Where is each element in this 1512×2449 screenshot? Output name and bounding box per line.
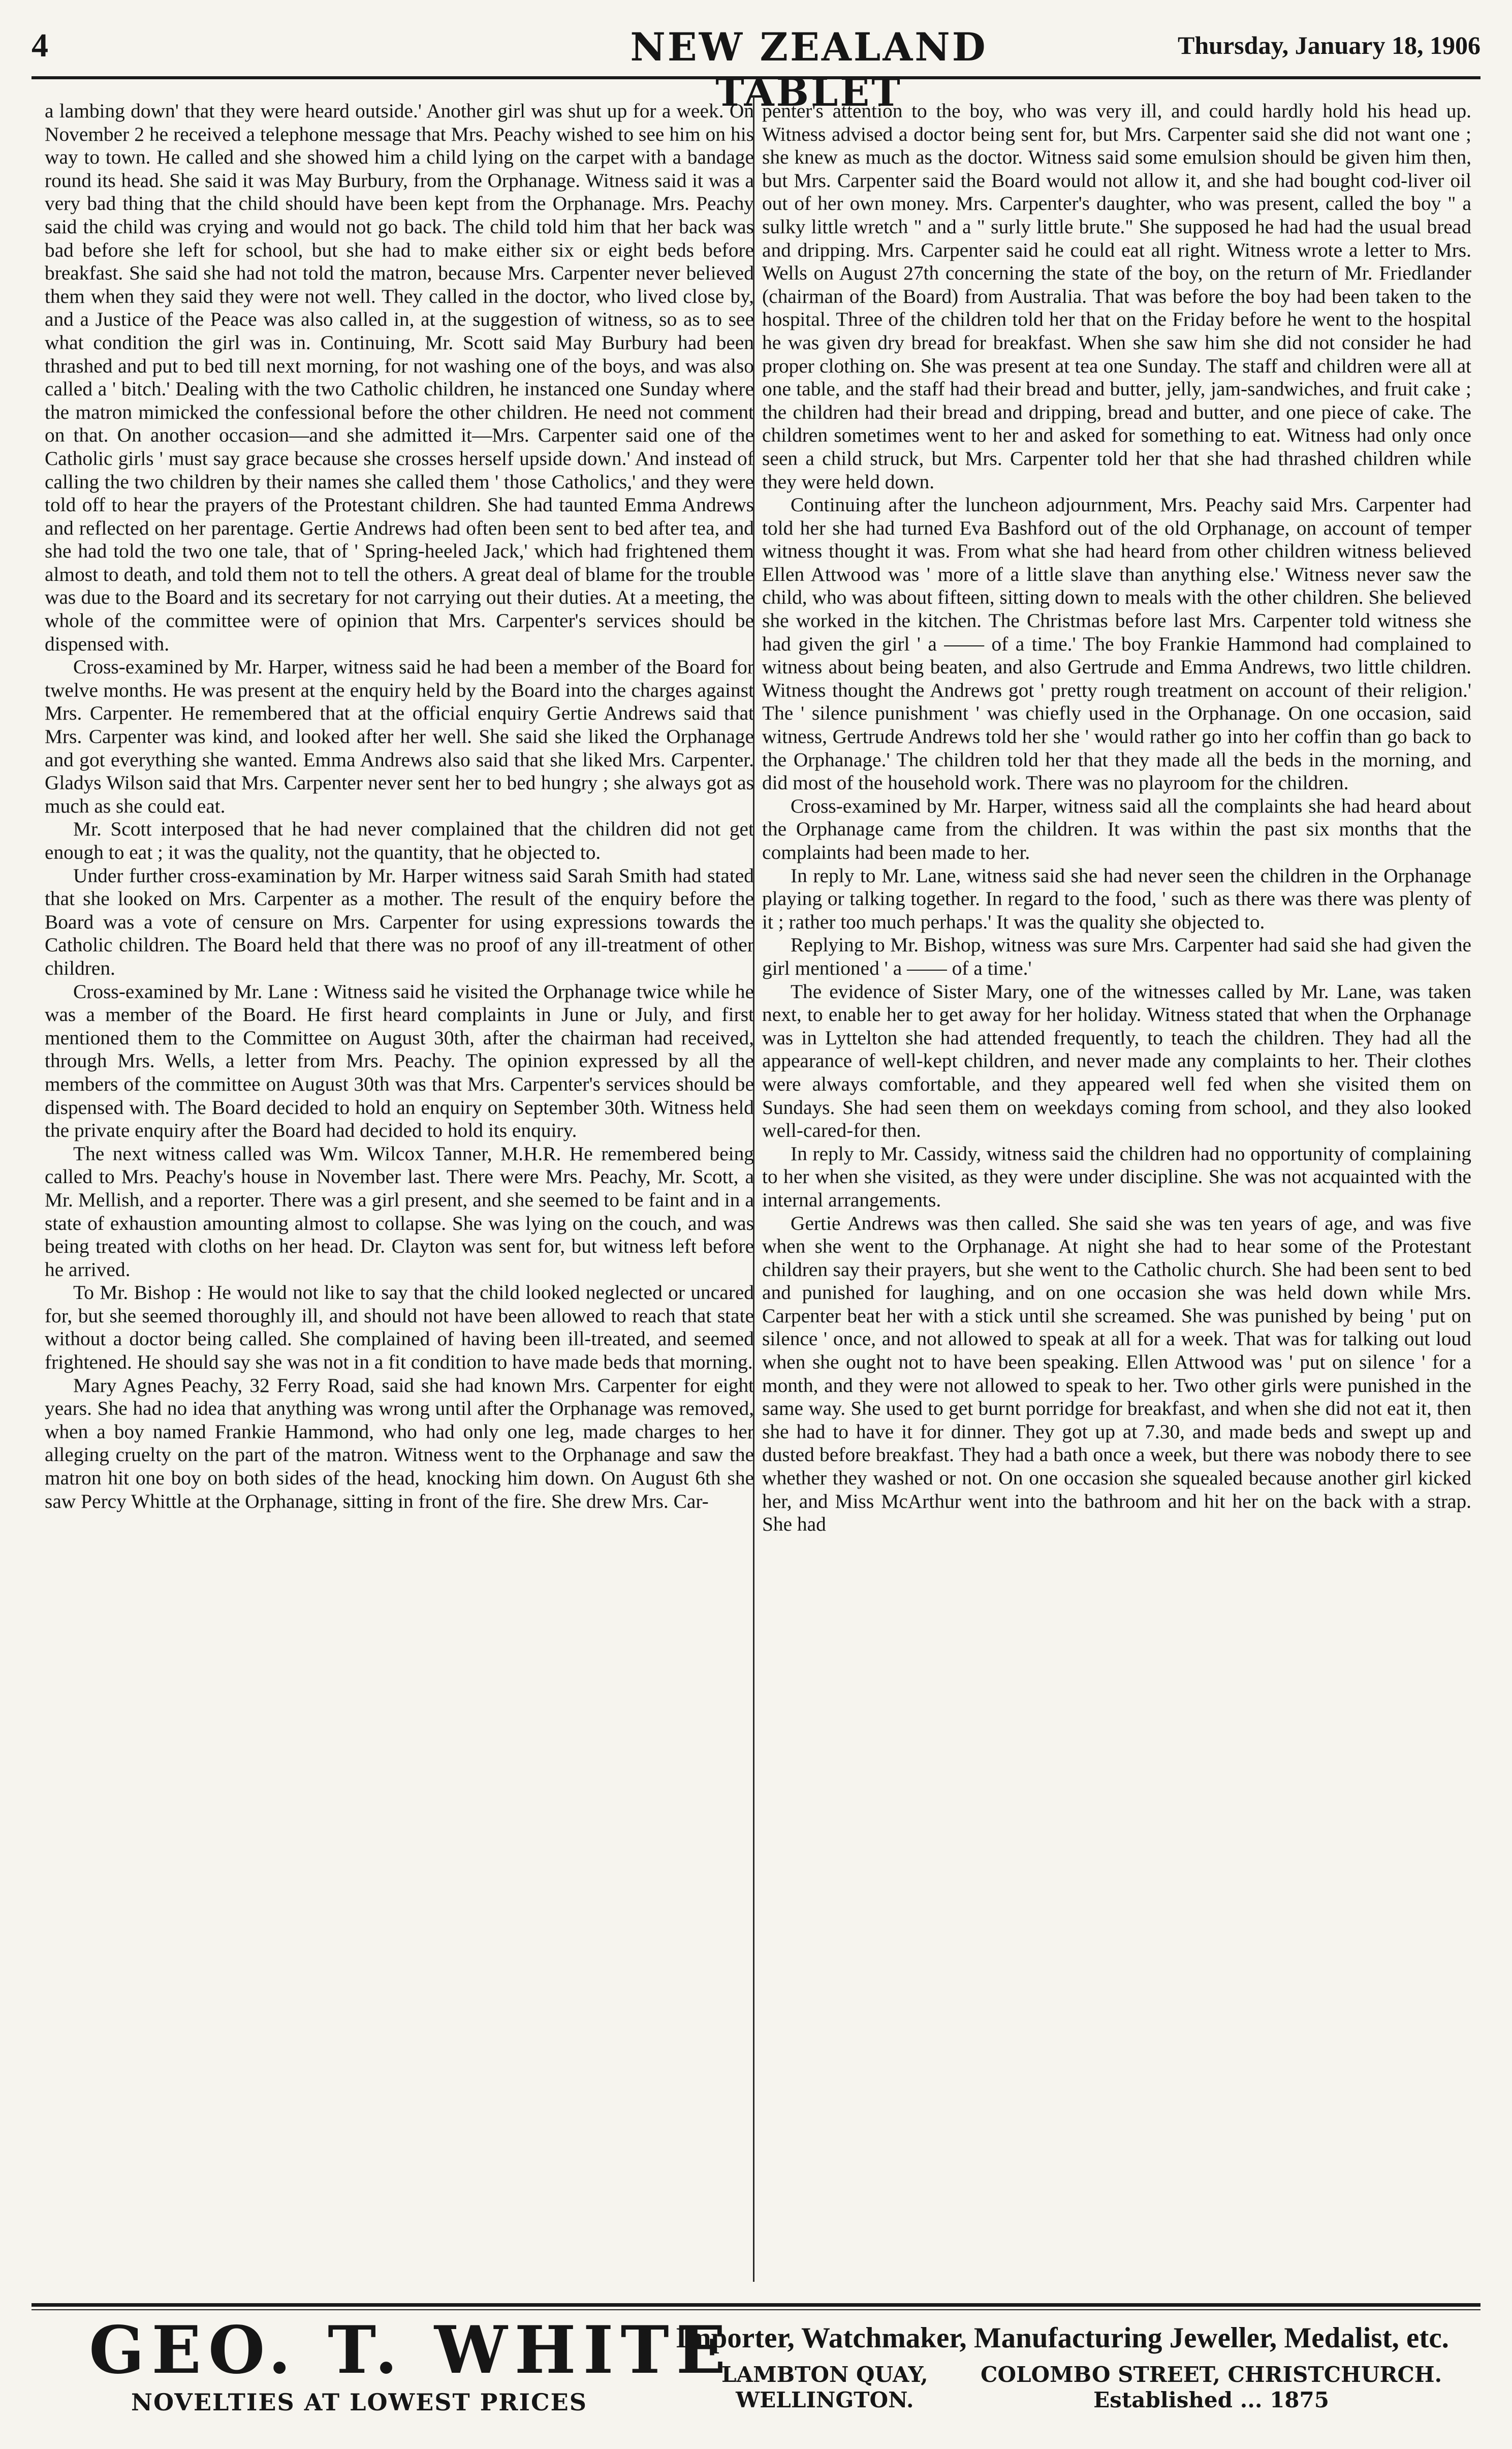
paragraph: To Mr. Bishop : He would not like to say that the child looked neglected or uncared for, but she seemed thoroughly ill, and should not have been allowed to reach that state without a doctor being called. She complained of having been ill-treated, and seemed frightened. He should say she was not in a fit condition to have made beds that morning. bbox=[45, 1281, 754, 1374]
paragraph: Under further cross-examination by Mr. Harper witness said Sarah Smith had stated that she looked on Mrs. Carpenter as a mother. The result of the enquiry before the Board was a vote of censure on Mrs. Carpenter for using expressions towards the Catholic children. The Board held that there was no proof of any ill-treatment of other children. bbox=[45, 864, 754, 979]
issue-date: Thursday, January 18, 1906 bbox=[1178, 31, 1480, 59]
left-column bbox=[45, 100, 754, 2285]
right-column bbox=[762, 100, 1471, 2285]
paragraph: Cross-examined by Mr. Harper, witness said he had been a member of the Board for twelve months. He was present at the enquiry held by the Board into the charges against Mrs. Carpenter. He remembered that at the official enquiry Gertie Andrews said that Mrs. Carpenter was kind, and looked after her well. She said she liked the Orphanage and got everything she wanted. Emma Andrews also said that she liked Mrs. Carpenter. Gladys Wilson said that Mrs. Carpenter never sent her to bed hungry ; she always got as much as she could eat. bbox=[45, 656, 754, 817]
paragraph: a lambing down' that they were heard outside.' Another girl was shut up for a week. On November 2 he received a telephone message that Mrs. Peachy wished to see him on his way to town. He called and she showed him a child lying on the carpet with a bandage round its head. She said it was May Burbury, from the Orphanage. Witness said it was a very bad thing that the child should have been kept from the Orphanage. Mrs. Peachy said the child was crying and would not go back. The child told him that her back was bad before she left for school, but she had to make either six or eight beds before breakfast. She said she had not told the matron, because Mrs. Carpenter never believed them when they said they were not well. They called in the doctor, who lived close by, and a Justice of the Peace was also called in, at the suggestion of witness, so as to see what condition the girl was in. Continuing, Mr. Scott said May Burbury had been thrashed and put to bed till next morning, for not washing one of the boys, and was also called a ' bitch.' Dealing with the two Catholic children, he instanced one Sunday where the matron mimicked the confessional before the other children. He need not comment on that. On another occasion—and she admitted it—Mrs. Carpenter said one of the Catholic girls ' must say grace because she crosses herself upside down.' And instead of calling the two children by their names she called them ' those Catholics,' and they were told off to hear the prayers of the Protestant children. She had taunted Emma Andrews and reflected on her parentage. Gertie Andrews had often been sent to bed after tea, and she had told the two one tale, that of ' Spring-heeled Jack,' which had frightened them almost to death, and told them not to tell the others. A great deal of blame for the trouble was due to the Board and its secretary for not carrying out their duties. At a meeting, the whole of the committee were of opinion that Mrs. Carpenter's services should be dispensed with. bbox=[45, 100, 754, 655]
advert-business-name: GEO. T. WHITE bbox=[89, 2312, 733, 2389]
header-rule bbox=[32, 76, 1480, 79]
advert-address-line: WELLINGTON. bbox=[736, 2388, 914, 2412]
paragraph: Cross-examined by Mr. Lane : Witness said he visited the Orphanage twice while he was a member of the Board. He first heard complaints in June or July, and first mentioned them to the Committee on August 30th, after the chairman had received, through Mrs. Wells, a letter from Mrs. Peachy. The opinion expressed by all the members of the committee on August 30th was that Mrs. Carpenter's services should be dispensed with. The Board decided to hold an enquiry on September 30th. Witness held the private enquiry after the Board had decided to hold its enquiry. bbox=[45, 980, 754, 1142]
advert-description: Importer, Watchmaker, Manufacturing Jeweller, Medalist, etc. bbox=[676, 2322, 1449, 2354]
paragraph: The next witness called was Wm. Wilcox Tanner, M.H.R. He remembered being called to Mrs. Peachy's house in November last. There were Mrs. Peachy, Mr. Scott, a Mr. Mellish, and a reporter. There was a girl present, and she seemed to be faint and in a state of exhaustion amounting almost to collapse. She was lying on the couch, and was being treated with cloths on her head. Dr. Clayton was sent for, but witness left before he arrived. bbox=[45, 1142, 754, 1281]
advert-address-line: LAMBTON QUAY, bbox=[721, 2362, 928, 2387]
paragraph: Gertie Andrews was then called. She said she was ten years of age, and was five when she went to the Orphanage. At night she had to hear some of the Protestant children say their prayers, but she went to the Catholic church. She had been sent to bed and punished for laughing, and on one occasion she was held down while Mrs. Carpenter beat her with a stick until she screamed. She was punished by being ' put on silence ' once, and not allowed to speak at all for a week. That was for talking out loud when she ought not to have been speaking. Ellen Attwood was ' put on silence ' for a month, and they were not allowed to speak to her. Two other girls were punished in the same way. She used to get burnt porridge for breakfast, and when she did not eat it, then she had to have it for dinner. They got up at 7.30, and made beds and swept up and dusted before breakfast. They had a bath once a week, but there was nobody there to see whether they washed or not. On one occasion she squealed because another girl kicked her, and Miss McArthur went into the bathroom and hit her on the back with a strap. She had bbox=[762, 1212, 1471, 1536]
advert-address-wellington bbox=[721, 2362, 928, 2413]
advert-established: Established ... 1875 bbox=[1093, 2388, 1329, 2412]
advert-address-line: COLOMBO STREET, CHRISTCHURCH. bbox=[981, 2362, 1442, 2387]
paragraph: In reply to Mr. Lane, witness said she had never seen the children in the Orphanage playing or talking together. In regard to the food, ' such as there was there was plenty of it ; rather too much perhaps.' It was the quality she objected to. bbox=[762, 864, 1471, 933]
page-header bbox=[32, 24, 1480, 115]
paragraph: Mr. Scott interposed that he had never complained that the children did not get enough to eat ; it was the quality, not the quantity, that he objected to. bbox=[45, 818, 754, 863]
advert-tagline: NOVELTIES AT LOWEST PRICES bbox=[131, 2389, 587, 2416]
paragraph: Continuing after the luncheon adjournment, Mrs. Peachy said Mrs. Carpenter had told her she had turned Eva Bashford out of the old Orphanage, on account of temper witness thought it was. From what she had heard from other children witness believed Ellen Attwood was ' more of a little slave than anything else.' Witness never saw the child, who was about fifteen, sitting down to meals with the other children. She believed she worked in the kitchen. The Christmas before last Mrs. Carpenter told witness she had given the girl ' a —— of a time.' The boy Frankie Hammond had complained to witness about being beaten, and also Gertrude and Emma Andrews, two little children. Witness thought the Andrews got ' pretty rough treatment on account of their religion.' The ' silence punishment ' was chiefly used in the Orphanage. On one occasion, said witness, Gertrude Andrews told her she ' would rather go into her coffin than go back to the Orphanage.' The children told her that they made all the beds in the morning, and did most of the household work. There was no playroom for the children. bbox=[762, 493, 1471, 794]
paragraph: Mary Agnes Peachy, 32 Ferry Road, said she had known Mrs. Carpenter for eight years. She had no idea that anything was wrong until after the Orphanage was removed, when a boy named Frankie Hammond, who had only one leg, made charges to her alleging cruelty on the part of the matron. Witness went to the Orphanage and saw the matron hit one boy on both sides of the head, knocking him down. On August 6th she saw Percy Whittle at the Orphanage, sitting in front of the fire. She drew Mrs. Car- bbox=[45, 1374, 754, 1512]
paragraph: Replying to Mr. Bishop, witness was sure Mrs. Carpenter had said she had given the girl mentioned ' a —— of a time.' bbox=[762, 934, 1471, 979]
masthead: NEW ZEALAND TABLET bbox=[630, 24, 988, 115]
page-number: 4 bbox=[32, 27, 48, 64]
paragraph: In reply to Mr. Cassidy, witness said the children had no opportunity of complaining to her when she visited, as they were under discipline. She was not acquainted with the internal arrangements. bbox=[762, 1142, 1471, 1211]
advert-rule bbox=[32, 2303, 1480, 2307]
paragraph: Cross-examined by Mr. Harper, witness said all the complaints she had heard about the Orphanage came from the children. It was within the past six months that the complaints had been made to her. bbox=[762, 794, 1471, 863]
advert-rule bbox=[32, 2309, 1480, 2310]
paragraph: penter's attention to the boy, who was very ill, and could hardly hold his head up. Witness advised a doctor being sent for, but Mrs. Carpenter said she did not want one ; she knew as much as the doctor. Witness said some emulsion should be given him then, but Mrs. Carpenter said the Board would not allow it, and she had bought cod-liver oil out of her own money. Mrs. Carpenter's daughter, who was present, called the boy " a sulky little wretch " and a " surly little brute." She supposed he had had the usual bread and dripping. Mrs. Carpenter said he could eat all right. Witness wrote a letter to Mrs. Wells on August 27th concerning the state of the boy, on the return of Mr. Friedlander (chairman of the Board) from Australia. That was before the boy had been taken to the hospital. Three of the children told her that on the Friday before he went to the hospital he was given dry bread for breakfast. When she saw him she did not consider he had proper clothing on. She was present at tea one Sunday. The staff and children were all at one table, and the staff had their bread and butter, jelly, jam-sandwiches, and fruit cake ; the children had their bread and dripping, bread and butter, and one piece of cake. The children sometimes went to her and asked for something to eat. Witness had only once seen a child struck, but Mrs. Carpenter told her that she had thrashed children while they were held down. bbox=[762, 100, 1471, 493]
paragraph: The evidence of Sister Mary, one of the witnesses called by Mr. Lane, was taken next, to enable her to get away for her holiday. Witness stated that when the Orphanage was in Lyttelton she had attended frequently, to teach the children. They had all the appearance of well-kept children, and never made any complaints to her. Their clothes were always comfortable, and they appeared well fed when she visited them on Sundays. She had seen them on weekdays coming from school, and they also looked well-cared-for then. bbox=[762, 980, 1471, 1142]
advert-address-christchurch bbox=[981, 2362, 1442, 2413]
column-divider bbox=[753, 97, 754, 2282]
